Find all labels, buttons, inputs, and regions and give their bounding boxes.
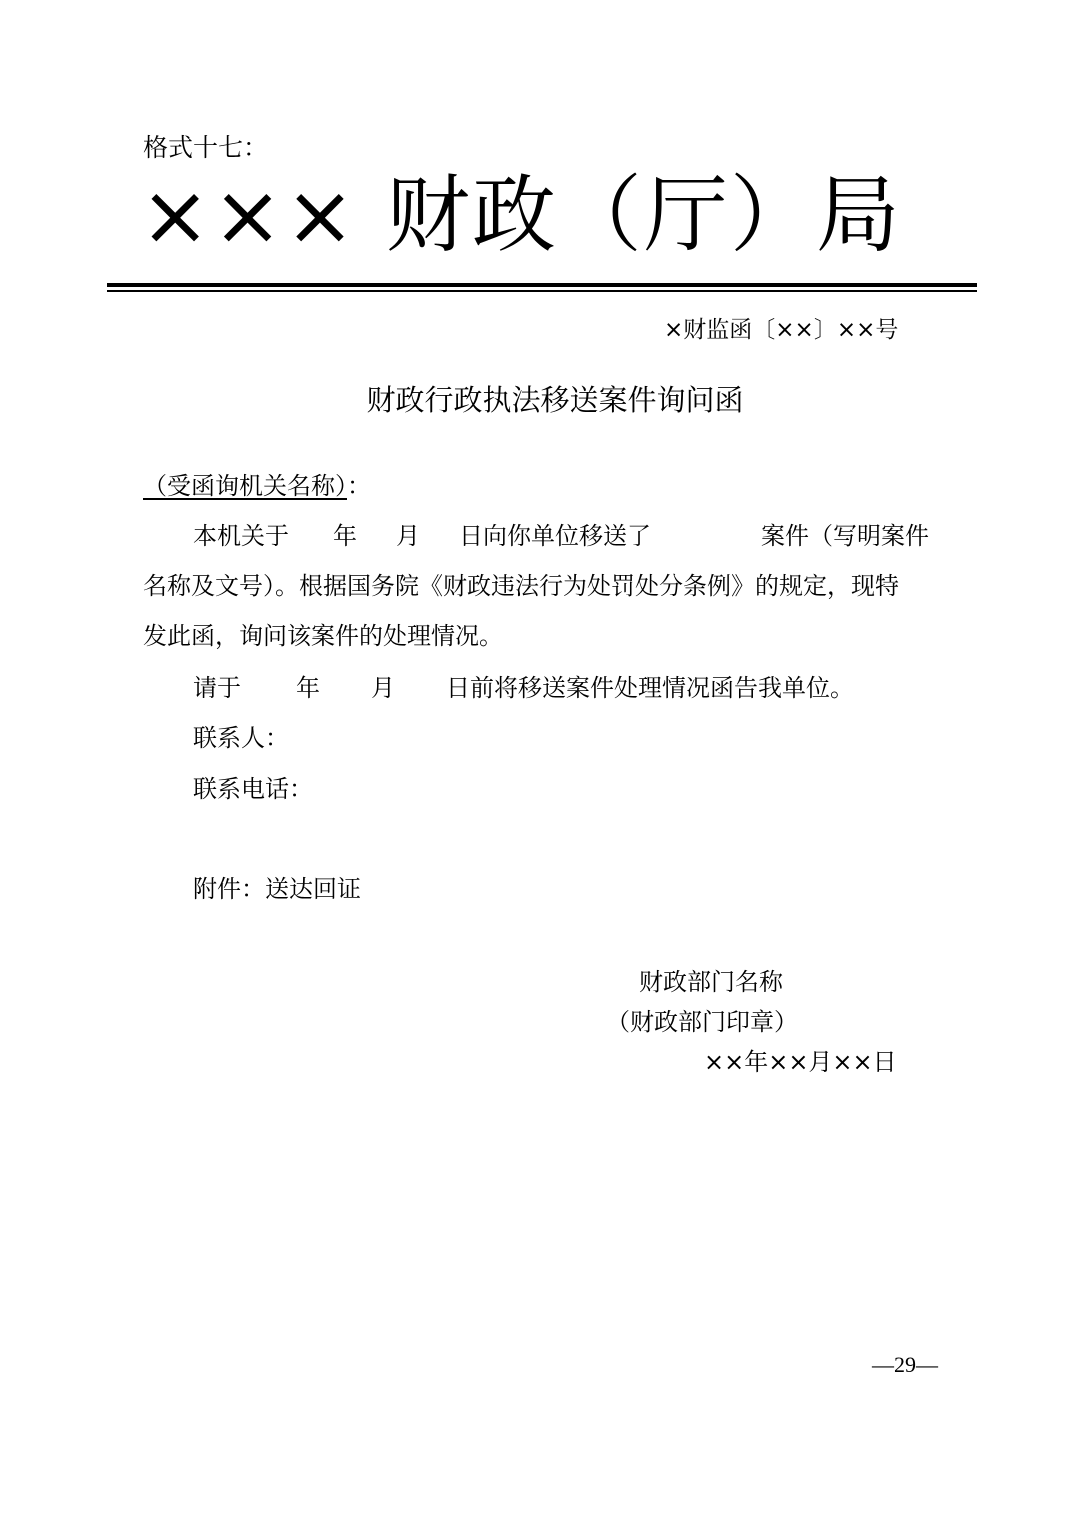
signing-department-name: 财政部门名称 [639, 968, 783, 996]
letter-title [0, 380, 1074, 420]
addressee-name: （受函询机关名称） [143, 472, 347, 500]
issuing-authority-header: ××× 财政（厅）局 [140, 166, 902, 264]
paragraph-1-line-3: 发此函，询问该案件的处理情况。 [143, 622, 503, 650]
para1-seg3: 案件（写明案件 [761, 522, 929, 550]
header-rule-thin [107, 290, 977, 292]
request-month: 月 [371, 674, 395, 702]
paragraph-1-line-2: 名称及文号）。根据国务院《财政违法行为处罚处分条例》的规定，现特 [143, 572, 899, 600]
request-seg2: 日前将移送案件处理情况函告我单位。 [446, 674, 854, 702]
request-seg1: 请于 [193, 674, 241, 702]
signature-date: ××年××月××日 [704, 1048, 897, 1076]
para1-seg2: 日向你单位移送了 [459, 522, 651, 550]
paragraph-1-line-1 [143, 518, 943, 554]
header-rule-thick [107, 283, 977, 287]
addressee [143, 468, 371, 504]
addressee-suffix: ： [347, 472, 371, 500]
letter-title-text: 财政行政执法移送案件询问函 [366, 383, 744, 417]
document-number: ×财监函〔××〕××号 [664, 317, 899, 343]
para1-month: 月 [396, 522, 420, 550]
para1-seg1: 本机关于 [193, 522, 289, 550]
page-number: —29— [872, 1352, 938, 1377]
format-label: 格式十七： [143, 133, 269, 162]
reply-request [193, 670, 893, 706]
contact-person-label: 联系人： [193, 724, 289, 752]
attachment-line: 附件：送达回证 [193, 875, 361, 903]
request-year: 年 [296, 674, 320, 702]
contact-phone-label: 联系电话： [193, 775, 313, 803]
para1-year: 年 [333, 522, 357, 550]
department-seal-note: （财政部门印章） [606, 1008, 798, 1036]
